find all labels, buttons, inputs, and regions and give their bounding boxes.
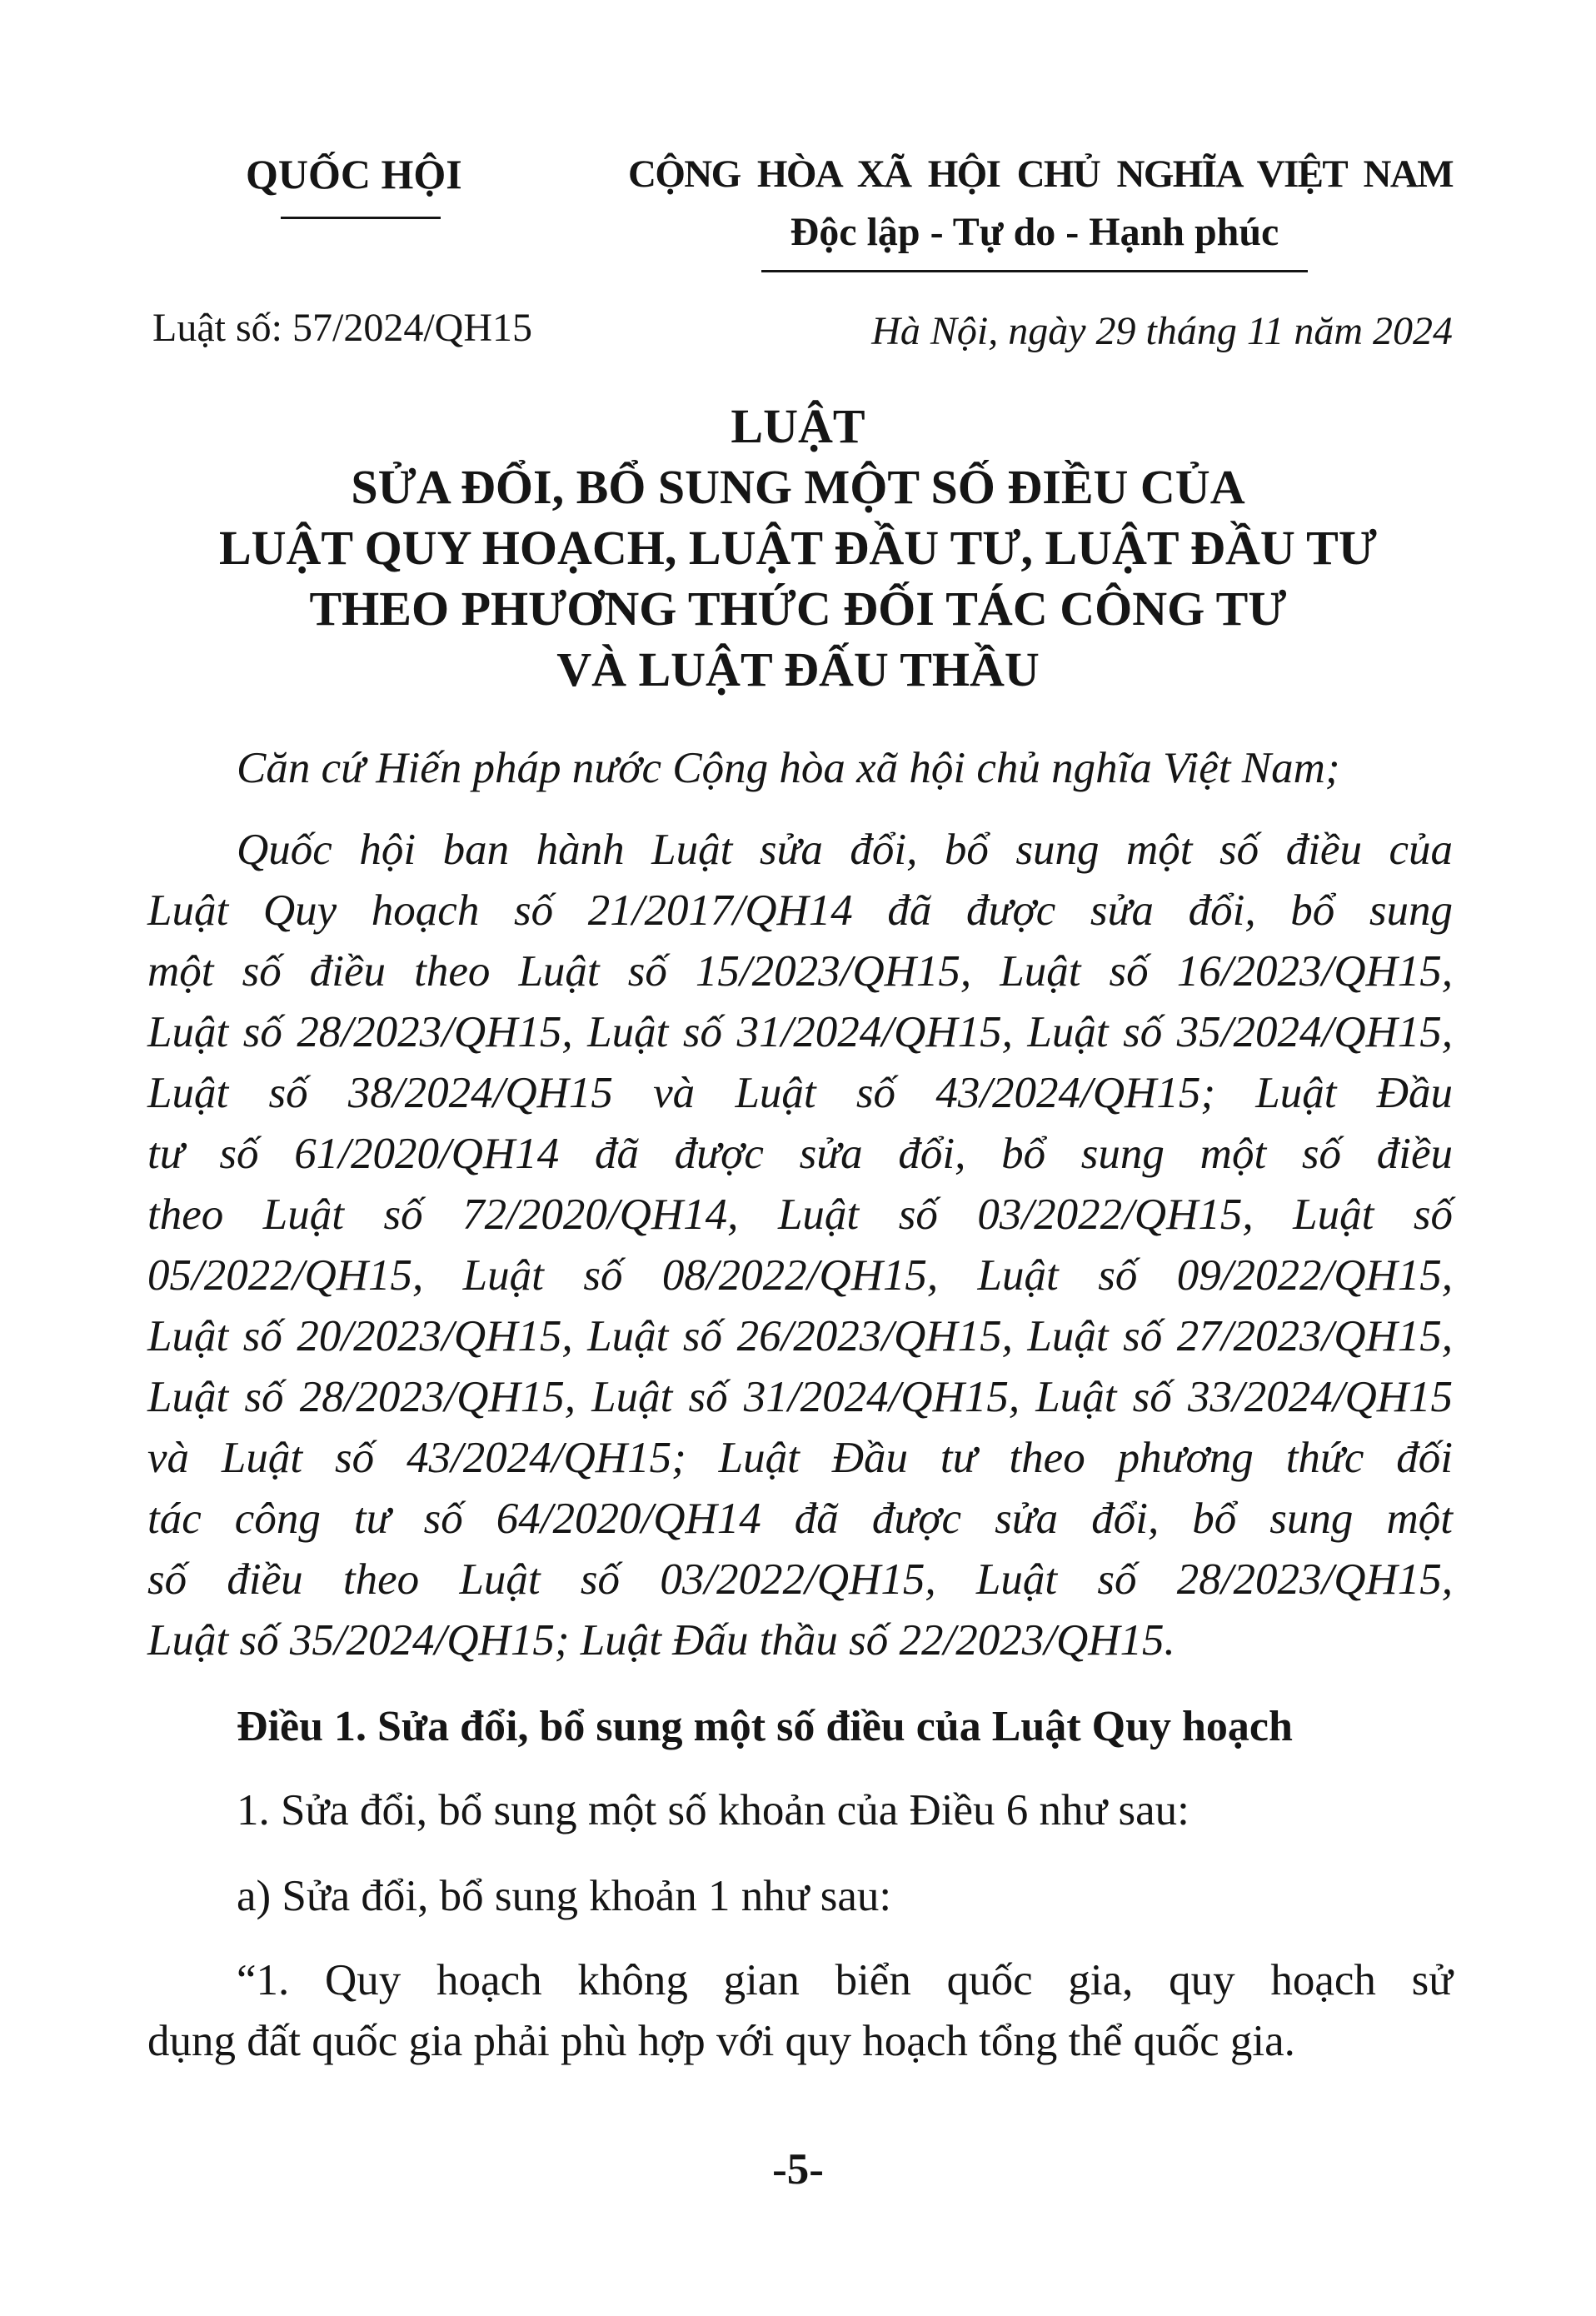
- text-line: “1. Quy hoạch không gian biển quốc gia, quy hoạch sử: [237, 1956, 1453, 2004]
- text-line: theo Luật số 72/2020/QH14, Luật số 03/2022/QH15, Luật số: [147, 1190, 1453, 1239]
- title-line: THEO PHƯƠNG THỨC ĐỐI TÁC CÔNG TƯ: [309, 581, 1287, 636]
- text-line: Luật số 35/2024/QH15; Luật Đấu thầu số 22/2023/QH15.: [147, 1616, 1175, 1665]
- issuer-underline: [281, 217, 441, 219]
- text-line: tư số 61/2020/QH14 đã được sửa đổi, bổ sung một số điều: [147, 1130, 1453, 1178]
- constitutional-basis: Căn cứ Hiến pháp nước Cộng hòa xã hội chủ nghĩa Việt Nam;: [237, 744, 1340, 792]
- text-line: và Luật số 43/2024/QH15; Luật Đầu tư theo phương thức đối: [147, 1434, 1453, 1482]
- article-1-item-a: a) Sửa đổi, bổ sung khoản 1 như sau:: [237, 1872, 892, 1920]
- article-1-item-1: 1. Sửa đổi, bổ sung một số khoản của Điều 6 như sau:: [237, 1786, 1190, 1834]
- motto-underline: [761, 270, 1308, 272]
- text-line: Luật số 28/2023/QH15, Luật số 31/2024/QH15, Luật số 35/2024/QH15,: [147, 1008, 1453, 1056]
- preamble-paragraph: [147, 820, 1453, 1671]
- title-line: LUẬT: [731, 399, 865, 453]
- text-line: 05/2022/QH15, Luật số 08/2022/QH15, Luật số 09/2022/QH15,: [147, 1251, 1453, 1300]
- title-line: SỬA ĐỔI, BỔ SUNG MỘT SỐ ĐIỀU CỦA: [351, 460, 1245, 514]
- country-name: CỘNG HÒA XÃ HỘI CHỦ NGHĨA VIỆT NAM: [628, 152, 1453, 196]
- text-line: Quốc hội ban hành Luật sửa đổi, bổ sung một số điều của: [237, 826, 1453, 874]
- text-line: dụng đất quốc gia phải phù hợp với quy hoạch tổng thể quốc gia.: [147, 2017, 1295, 2065]
- title-line: VÀ LUẬT ĐẤU THẦU: [556, 642, 1040, 696]
- text-line: một số điều theo Luật số 15/2023/QH15, Luật số 16/2023/QH15,: [147, 947, 1453, 996]
- issuer: QUỐC HỘI: [246, 151, 462, 197]
- text-line: Luật số 38/2024/QH15 và Luật số 43/2024/QH15; Luật Đầu: [147, 1069, 1453, 1117]
- title-line: LUẬT QUY HOẠCH, LUẬT ĐẦU TƯ, LUẬT ĐẦU TƯ: [218, 521, 1378, 575]
- motto: Độc lập - Tự do - Hạnh phúc: [790, 210, 1279, 254]
- law-title: [0, 396, 1596, 700]
- text-line: số điều theo Luật số 03/2022/QH15, Luật số 28/2023/QH15,: [147, 1555, 1453, 1604]
- place-date: Hà Nội, ngày 29 tháng 11 năm 2024: [871, 309, 1453, 353]
- text-line: tác công tư số 64/2020/QH14 đã được sửa đổi, bổ sung một: [147, 1495, 1453, 1543]
- page-number: -5-: [772, 2145, 824, 2194]
- law-number: Luật số: 57/2024/QH15: [152, 306, 532, 350]
- quoted-clause: [147, 1950, 1453, 2072]
- text-line: Luật Quy hoạch số 21/2017/QH14 đã được sửa đổi, bổ sung: [147, 886, 1453, 935]
- article-1-heading: Điều 1. Sửa đổi, bổ sung một số điều của Luật Quy hoạch: [237, 1703, 1293, 1750]
- text-line: Luật số 28/2023/QH15, Luật số 31/2024/QH15, Luật số 33/2024/QH15: [147, 1373, 1453, 1421]
- text-line: Luật số 20/2023/QH15, Luật số 26/2023/QH15, Luật số 27/2023/QH15,: [147, 1312, 1453, 1360]
